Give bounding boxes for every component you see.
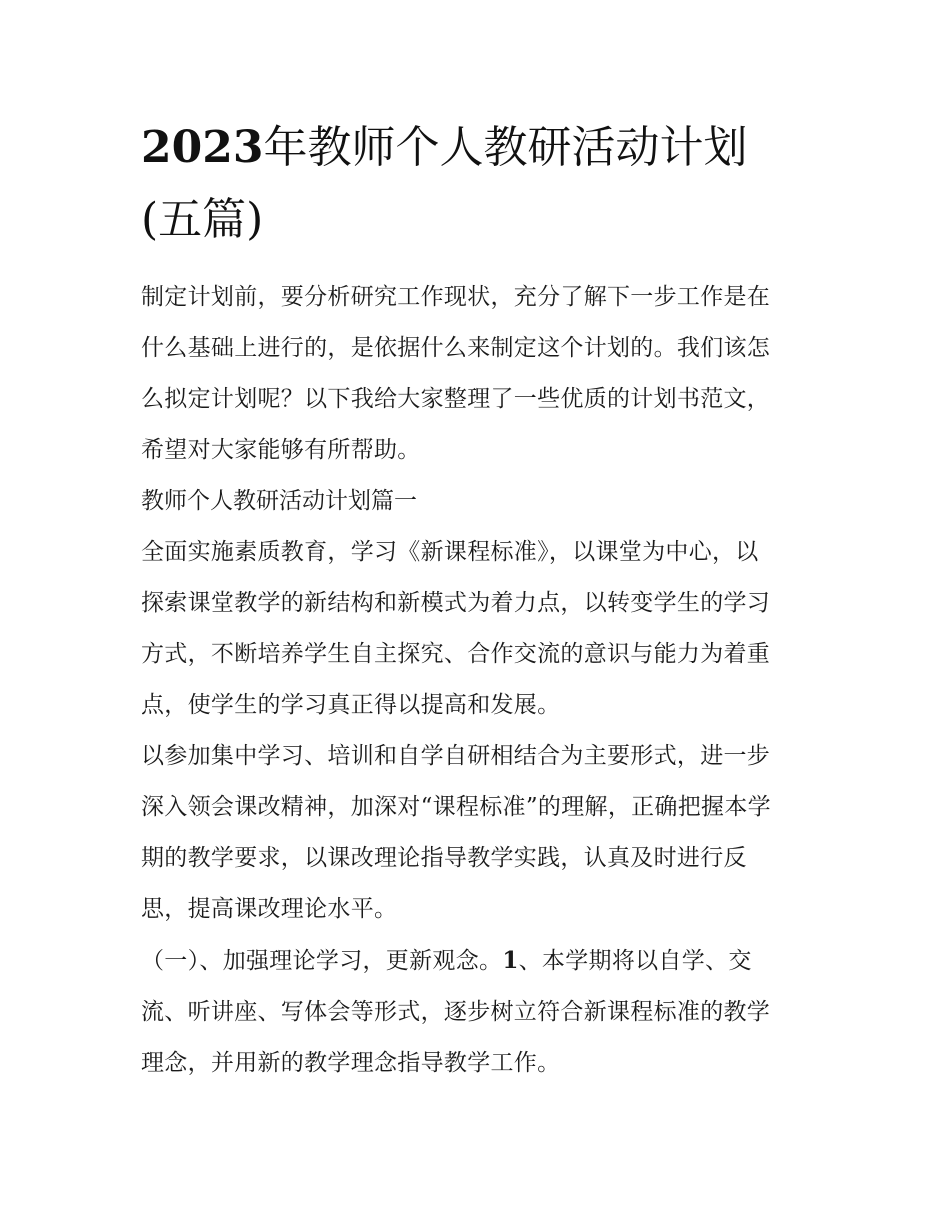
text-line: 希望对大家能够有所帮助。	[141, 437, 421, 463]
text-line: 期的教学要求，以课改理论指导教学实践，认真及时进行反	[141, 845, 747, 871]
intro-paragraph	[141, 272, 813, 476]
para3-number: 1	[502, 947, 519, 974]
paragraph-3	[141, 935, 813, 1089]
text-line: 么拟定计划呢？以下我给大家整理了一些优质的计划书范文，	[141, 386, 771, 412]
para3-prefix: （一）、加强理论学习，更新观念。	[141, 948, 503, 974]
title-text: 年教师个人教研活动计划	[263, 122, 748, 173]
para3-suffix: 、本学期将以自学、交	[518, 948, 752, 974]
section-heading: 教师个人教研活动计划篇一	[141, 488, 417, 514]
text-line	[141, 935, 813, 987]
text-line: 理念，并用新的教学理念指导教学工作。	[141, 1050, 561, 1076]
paragraph-1	[141, 527, 813, 731]
paragraph-2	[141, 731, 813, 935]
title-year: 2023	[141, 122, 264, 173]
text-line: 制定计划前，要分析研究工作现状，充分了解下一步工作是在	[141, 284, 771, 310]
title-line-1	[141, 112, 813, 184]
title-line-2: (五篇)	[141, 194, 264, 245]
text-line: 什么基础上进行的，是依据什么来制定这个计划的。我们该怎	[141, 335, 771, 361]
text-line: 流、听讲座、写体会等形式，逐步树立符合新课程标准的教学	[141, 999, 771, 1025]
document-body	[141, 272, 813, 1089]
text-line: 方式，不断培养学生自主探究、合作交流的意识与能力为着重	[141, 641, 771, 667]
document-content	[141, 112, 813, 1089]
text-line: 深入领会课改精神，加深对“课程标准”的理解，正确把握本学	[141, 794, 771, 820]
text-line: 探索课堂教学的新结构和新模式为着力点，以转变学生的学习	[141, 590, 771, 616]
document-title	[141, 112, 813, 256]
text-line: 思，提高课改理论水平。	[141, 896, 398, 922]
text-line: 以参加集中学习、培训和自学自研相结合为主要形式，进一步	[141, 743, 771, 769]
text-line: 全面实施素质教育，学习《新课程标准》，以课堂为中心，以	[141, 539, 759, 565]
text-line: 点，使学生的学习真正得以提高和发展。	[141, 692, 561, 718]
